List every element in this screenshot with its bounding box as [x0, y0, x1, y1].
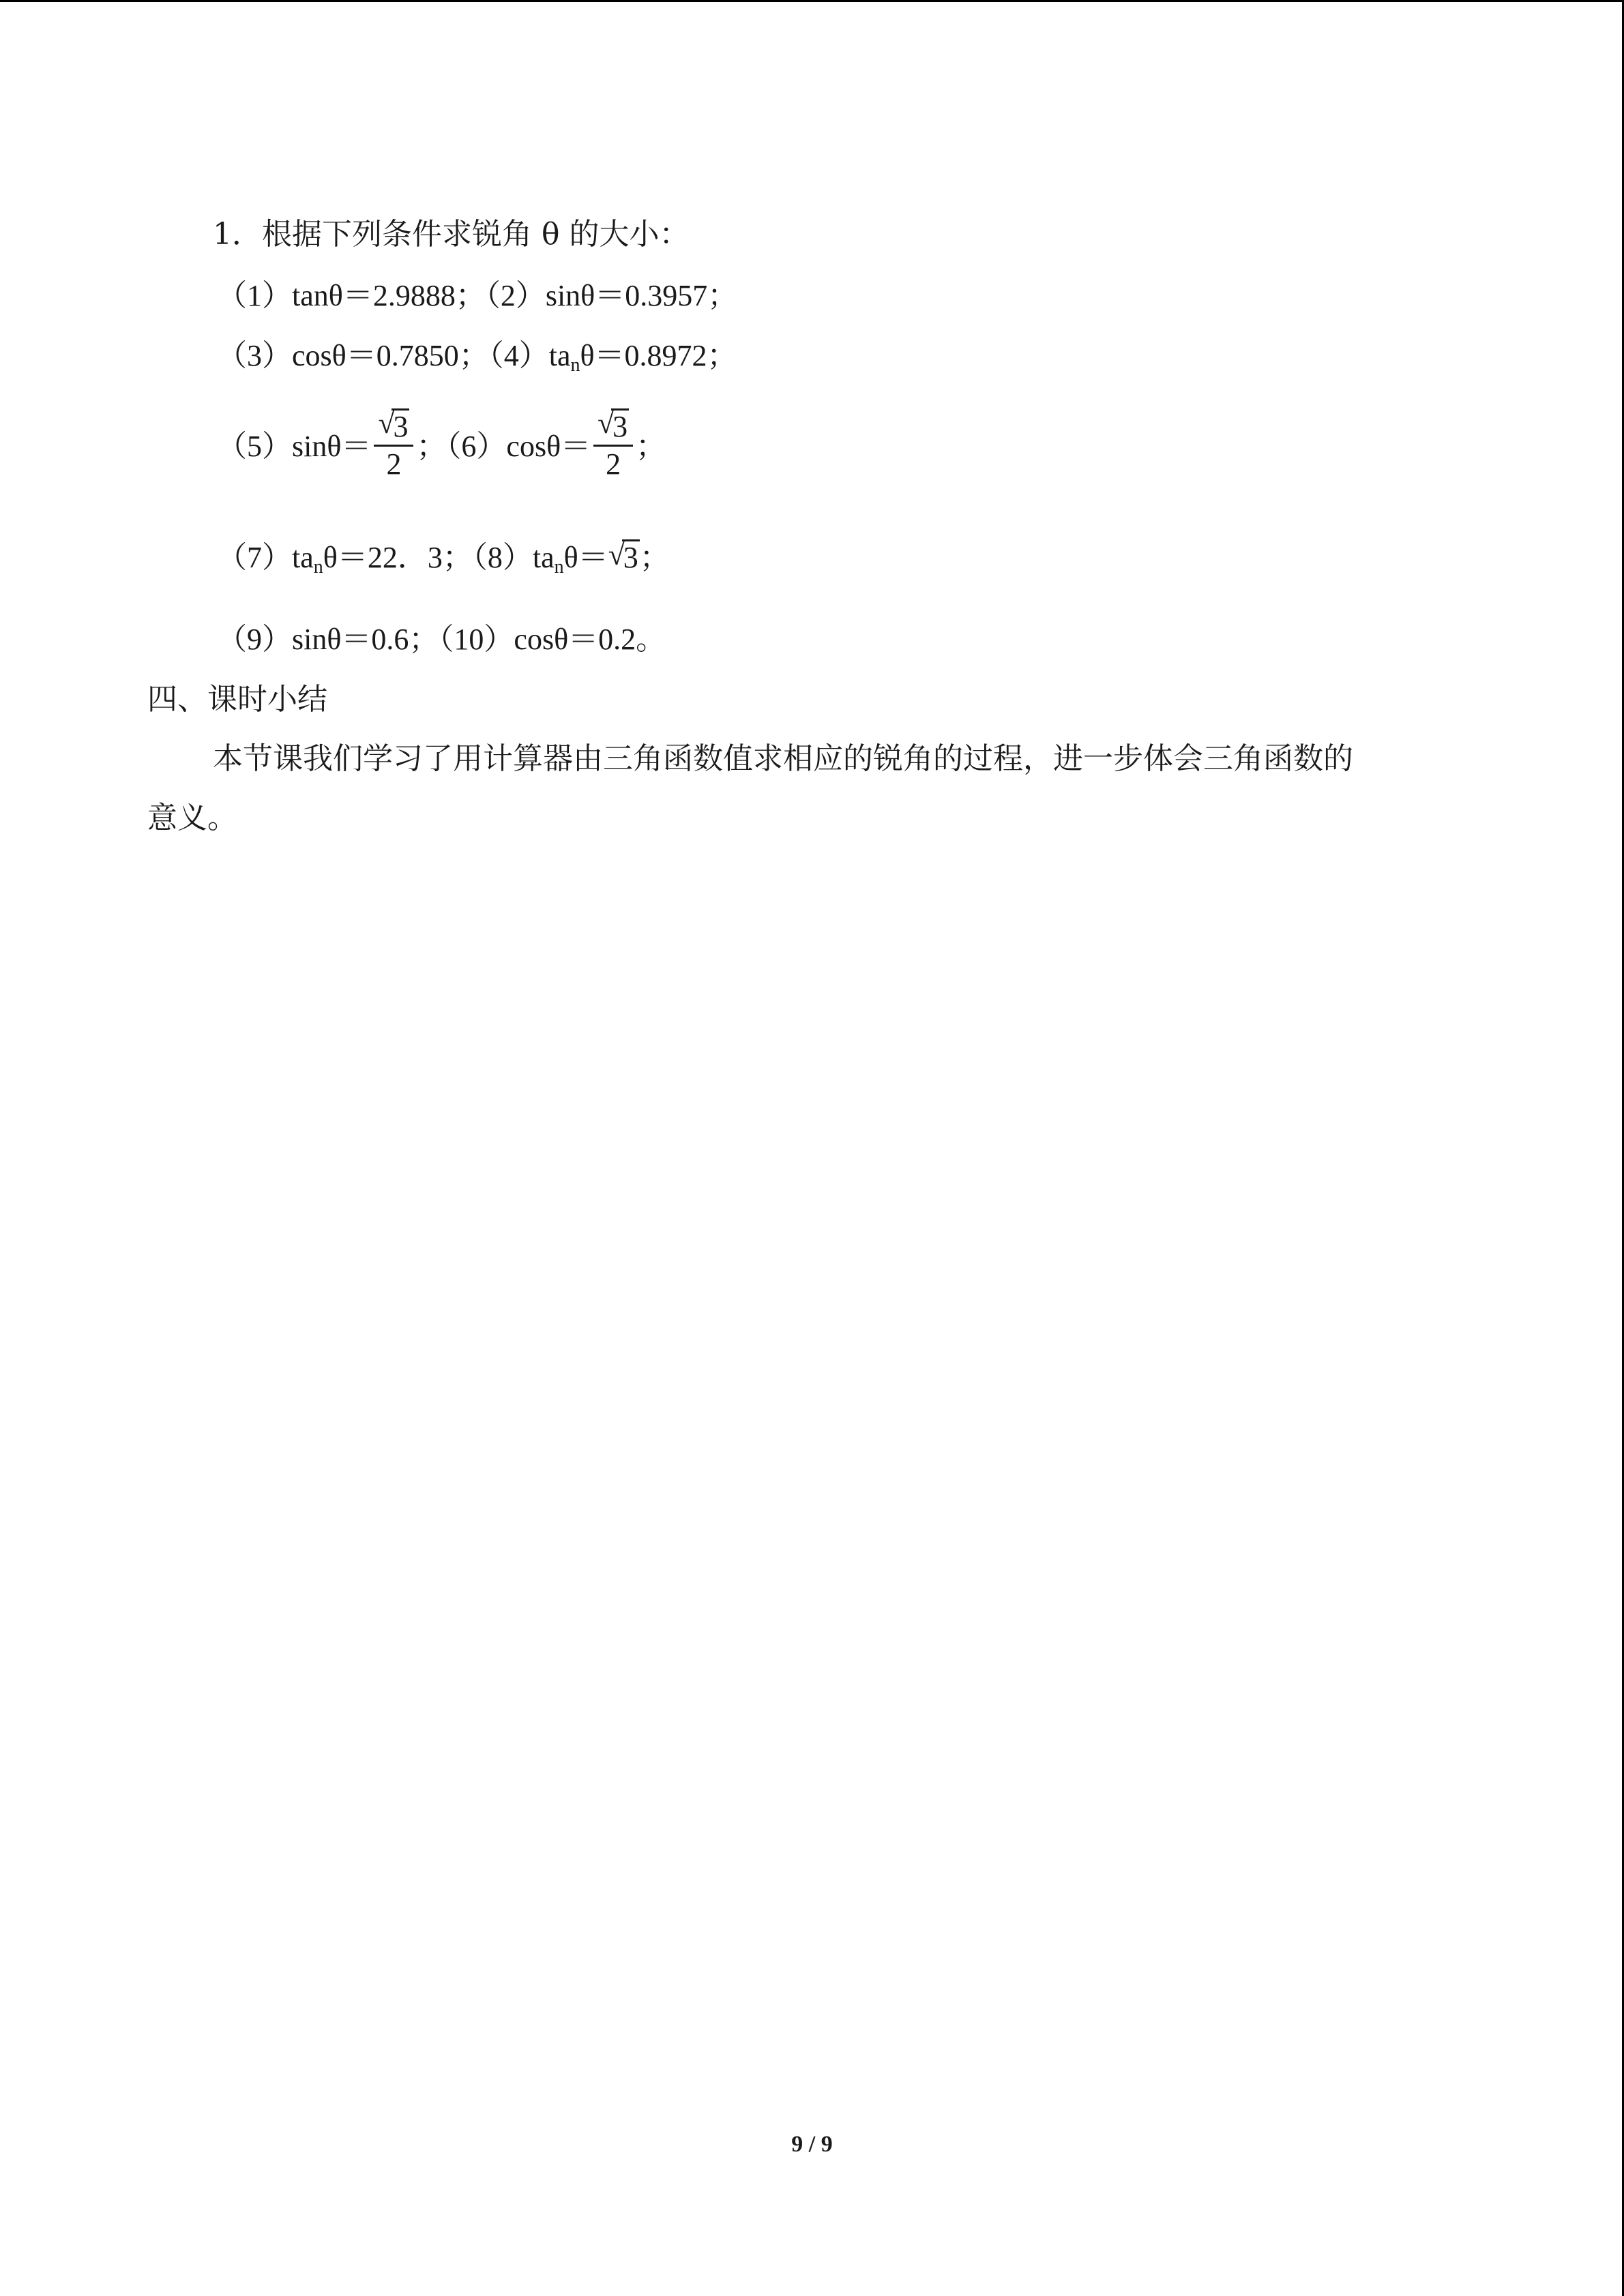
square-root-icon: √ 3 [597, 406, 628, 443]
summary-heading: 四、课时小结 [147, 682, 327, 717]
row3-text-c: ； [636, 430, 666, 463]
summary-paragraph-line-1: 本节课我们学习了用计算器由三角函数值求相应的锐角的过程，进一步体会三角函数的 [213, 741, 1353, 776]
row4-text-a: （7）ta [217, 541, 314, 574]
row4-text-d: ； [639, 541, 670, 574]
row2-text-b: θ＝0.8972； [580, 339, 737, 372]
exercise-row-5: （9）sinθ＝0.6；（10）cosθ＝0.2。 [217, 623, 666, 656]
row3-text-a: （5）sinθ＝ [217, 430, 372, 463]
exercise-row-1: （1）tanθ＝2.9888；（2）sinθ＝0.3957； [217, 279, 738, 312]
fraction-sqrt3-over-2-a: √ 3 2 [374, 408, 413, 482]
page-number: 9 / 9 [791, 2132, 833, 2157]
square-root-icon: √ 3 [608, 538, 638, 574]
row4-text-c: θ＝ [563, 541, 608, 574]
summary-paragraph-line-2: 意义。 [147, 801, 237, 835]
fraction-sqrt3-over-2-b: √ 3 2 [593, 408, 633, 482]
exercise-row-2 [217, 336, 737, 386]
row2-subscript: n [570, 355, 580, 376]
exercise-row-4 [217, 537, 670, 588]
row3-text-b: ；（6）cosθ＝ [416, 430, 591, 463]
row2-text-a: （3）cosθ＝0.7850；（4）ta [217, 339, 571, 372]
exercise-title: 1．根据下列条件求锐角 θ 的大小： [213, 217, 690, 252]
row4-subscript-1: n [313, 556, 323, 578]
row4-text-b: θ＝22．3；（8）ta [323, 541, 555, 574]
square-root-icon: √ 3 [378, 406, 409, 443]
exercise-row-3 [217, 406, 666, 486]
row4-subscript-2: n [554, 556, 564, 578]
